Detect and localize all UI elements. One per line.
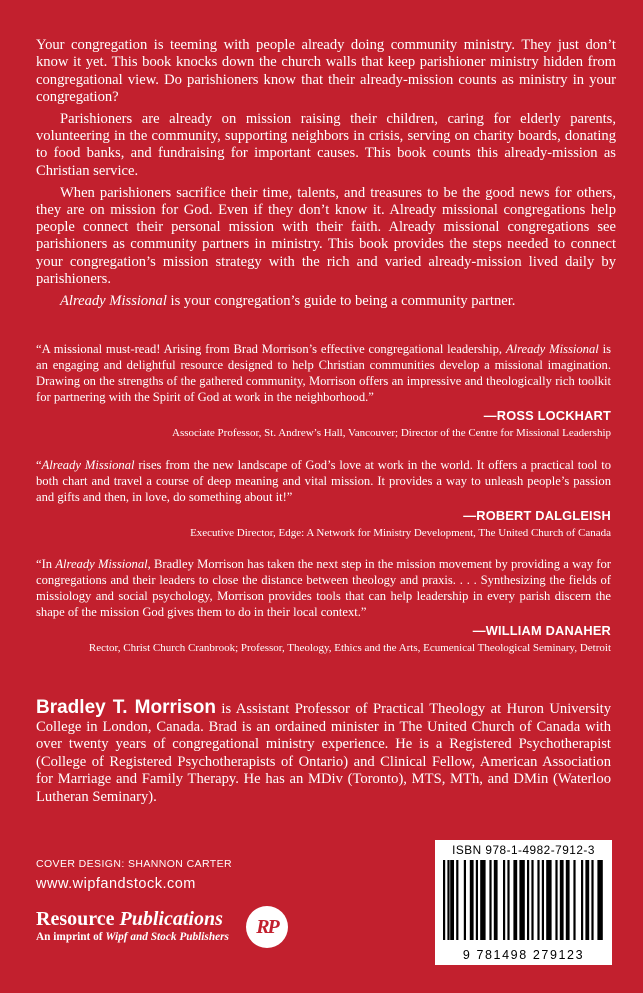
- publisher-name-part: Publications: [119, 908, 223, 930]
- endorsement-quote: [36, 557, 611, 621]
- publisher-name: [36, 908, 229, 930]
- endorsement-lockhart: [36, 342, 611, 440]
- barcode-bar: [537, 860, 539, 940]
- barcode-bar: [489, 860, 491, 940]
- quote-book-title: Already Missional: [55, 557, 148, 571]
- quote-text: rises from the new landscape of God’s love at work in the world. It offers a practical tool to both chart and travel a course of deep meaning and vital mission. It provides a way to unleash people’s passion and gifts and then, in love, do something about it!”: [36, 458, 611, 504]
- barcode-bar: [464, 860, 466, 940]
- barcode-bar: [585, 860, 589, 940]
- barcode-digits: 9 781498 279123: [462, 948, 585, 962]
- barcode-bar: [443, 860, 445, 940]
- book-title-italic: Already Missional: [60, 292, 167, 309]
- endorser-name: —WILLIAM DANAHER: [472, 622, 611, 638]
- barcode-bar: [507, 860, 509, 940]
- endorsement-quote: [36, 458, 611, 506]
- barcode-bar: [531, 860, 533, 940]
- barcode-bar: [555, 860, 557, 940]
- barcode-bar: [513, 860, 517, 940]
- quote-text: “: [36, 458, 42, 472]
- barcode-bar: [519, 860, 524, 940]
- barcode-bar: [503, 860, 505, 940]
- endorser-title: Associate Professor, St. Andrew’s Hall, Vancouver; Director of the Centre for Missional Leadership: [172, 426, 611, 439]
- quote-text: is an engaging and delightful resource designed to help Christian communities develop a missional imagination. Drawing on the strengths of the gathered community, Morrison offers an impressive and theologically rich toolkit for partnering with the Spirit of God at work in the neighborhood.”: [36, 342, 611, 404]
- barcode-bar: [527, 860, 529, 940]
- blurb-paragraph-3: When parishioners sacrifice their time, talents, and treasures to be the good news for others, they are on mission for God. Even if they don’t know it. Already missional congregations help people connect their personal mission with their faith. Already missional congregations see parishioners as community partners in ministry. This book provides the steps needed to connect your congregation’s mission strategy with the rich and varied already-mission lived daily by parishioners.: [36, 184, 616, 288]
- cover-design-credit: COVER DESIGN: SHANNON CARTER: [36, 858, 232, 870]
- quote-text: , Bradley Morrison has taken the next step in the mission movement by providing a way for congregations and their leaders to close the distance between theology and praxis. . . . Synthesizing the fields of missiology and social psychology, Morrison provides tools that can help leadership in every parish discern the shape of the mission God gives them to do in their local context.”: [36, 557, 611, 619]
- barcode-bar: [450, 860, 454, 940]
- publisher-name-part: Resource: [36, 908, 120, 930]
- imprint-text: An imprint of: [36, 931, 106, 943]
- barcode-bar: [476, 860, 478, 940]
- author-bio: [36, 699, 611, 806]
- barcode-bar: [470, 860, 474, 940]
- barcode-bar: [494, 860, 498, 940]
- endorser-name: —ROBERT DALGLEISH: [463, 507, 611, 523]
- endorsement-quote: [36, 342, 611, 406]
- imprint-publisher: Wipf and Stock Publishers: [105, 931, 229, 943]
- endorser-title: Executive Director, Edge: A Network for Ministry Development, The United Church of Canada: [190, 526, 611, 539]
- blurb-paragraph-2: Parishioners are already on mission raising their children, caring for elderly parents, volunteering in the community, supporting neighbors in crisis, serving on charity boards, donating to food banks, and fundraising for important causes. This book counts this already-mission as Christian service.: [36, 110, 616, 179]
- publisher-block: [36, 908, 229, 943]
- blurb-paragraph-1: Your congregation is teeming with people already doing community ministry. They just don’t know it yet. This book knocks down the church walls that keep parishioner ministry hidden from congregational view. Do parishioners know that their already-mission counts as ministry in your congregation?: [36, 37, 616, 105]
- publisher-website: www.wipfandstock.com: [36, 876, 196, 892]
- blurb-paragraph-4: [36, 293, 616, 310]
- endorsement-danaher: [36, 557, 611, 655]
- author-bio-text: is Assistant Professor of Practical Theology at Huron University College in London, Canada. Brad is an ordained minister in The United Church of Canada with over twenty years of congregational ministry experience. He is a Registered Psychotherapist (College of Registered Psychotherapists of Ontario) and Clinical Fellow, American Association for Marriage and Family Therapy. He has an MDiv (Toronto), MTS, MTh, and DMin (Waterloo Lutheran Seminary).: [36, 701, 611, 805]
- barcode-bar: [581, 860, 583, 940]
- quote-text: “In: [36, 557, 56, 571]
- endorsement-dalgleish: [36, 458, 611, 540]
- rp-logo-icon: RP: [246, 906, 288, 948]
- barcode-bar: [546, 860, 551, 940]
- quote-text: “A missional must-read! Arising from Brad Morrison’s effective congregational leadership,: [36, 342, 506, 356]
- barcode-bar: [480, 860, 485, 940]
- barcode-bar: [591, 860, 593, 940]
- author-name: Bradley T. Morrison: [36, 697, 216, 718]
- barcode-bar: [456, 860, 458, 940]
- cover-credits: [36, 858, 232, 893]
- blurb-paragraph-4-text: is your congregation’s guide to being a community partner.: [166, 292, 516, 309]
- barcode-bar: [447, 860, 449, 940]
- barcode-bar: [560, 860, 564, 940]
- isbn-label: ISBN 978-1-4982-7912-3: [452, 843, 595, 857]
- publisher-imprint: [36, 931, 229, 943]
- barcode-bar: [597, 860, 602, 940]
- isbn-barcode: [435, 840, 612, 965]
- endorser-name: —ROSS LOCKHART: [483, 407, 611, 423]
- quote-book-title: Already Missional: [505, 342, 599, 356]
- quote-book-title: Already Missional: [41, 458, 135, 472]
- barcode-bar: [542, 860, 544, 940]
- barcode-bars-icon: [443, 860, 604, 940]
- barcode-bar: [573, 860, 575, 940]
- endorser-title: Rector, Christ Church Cranbrook; Professor, Theology, Ethics and the Arts, Ecumenical Theological Seminary, Detroit: [88, 641, 611, 654]
- barcode-bar: [566, 860, 570, 940]
- back-cover-blurb: [36, 37, 616, 310]
